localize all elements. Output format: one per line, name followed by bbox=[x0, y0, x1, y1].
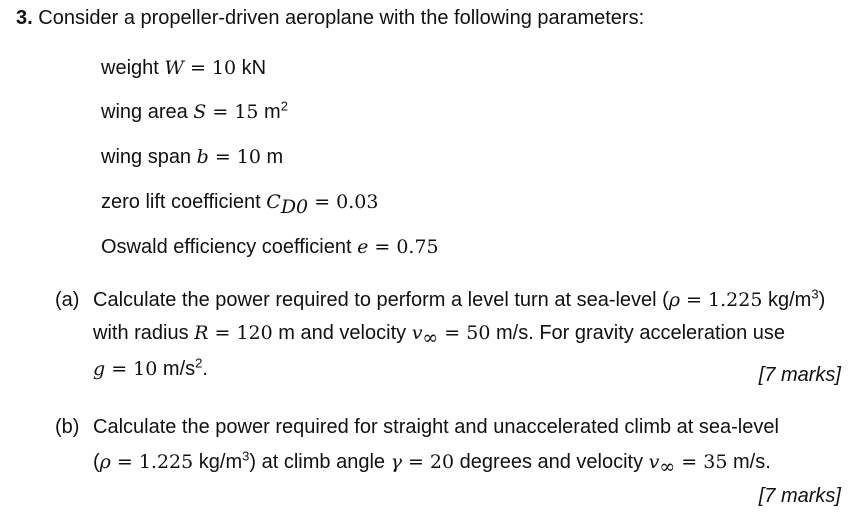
part-a-line-1: Calculate the power required to perform a level turn at sea-level (ρ = 1.225 $kg/m^3$) bbox=[93, 286, 826, 311]
question-header bbox=[16, 5, 644, 31]
part-b-marks: [7 marks] bbox=[758, 485, 841, 507]
param-wing-span: wing span b = 10 m bbox=[101, 146, 284, 168]
param-oswald: Oswald efficiency coefficient e = 0.75 bbox=[101, 236, 439, 258]
part-b-line-2: (ρ = 1.225 $kg/m^3$) at climb angle γ = 20 degrees and velocity $v_\infty = 35$ m/s. bbox=[93, 448, 771, 478]
param-weight: weight W = 10 kN bbox=[101, 57, 267, 79]
question-intro: Consider a propeller-driven aeroplane with the following parameters: bbox=[38, 7, 645, 29]
part-b-line-1: Calculate the power required for straight and unaccelerated climb at sea-level bbox=[93, 416, 779, 438]
param-zero-lift: zero lift coefficient $C_{D0} = 0.03$ bbox=[101, 191, 379, 218]
question-number: 3. bbox=[16, 7, 33, 29]
part-a-marks: [7 marks] bbox=[758, 364, 841, 386]
part-a-line-2: with radius R = 120 m and velocity $v_\infty = 50$ m/s. For gravity acceleration use bbox=[93, 322, 785, 349]
part-a-tag: (a) bbox=[55, 289, 80, 311]
part-b-tag: (b) bbox=[55, 416, 80, 438]
param-wing-area: wing area S = 15 $m^2$ bbox=[101, 98, 288, 123]
part-a-line-3: g = 10 $m/s^2$. bbox=[93, 355, 208, 380]
